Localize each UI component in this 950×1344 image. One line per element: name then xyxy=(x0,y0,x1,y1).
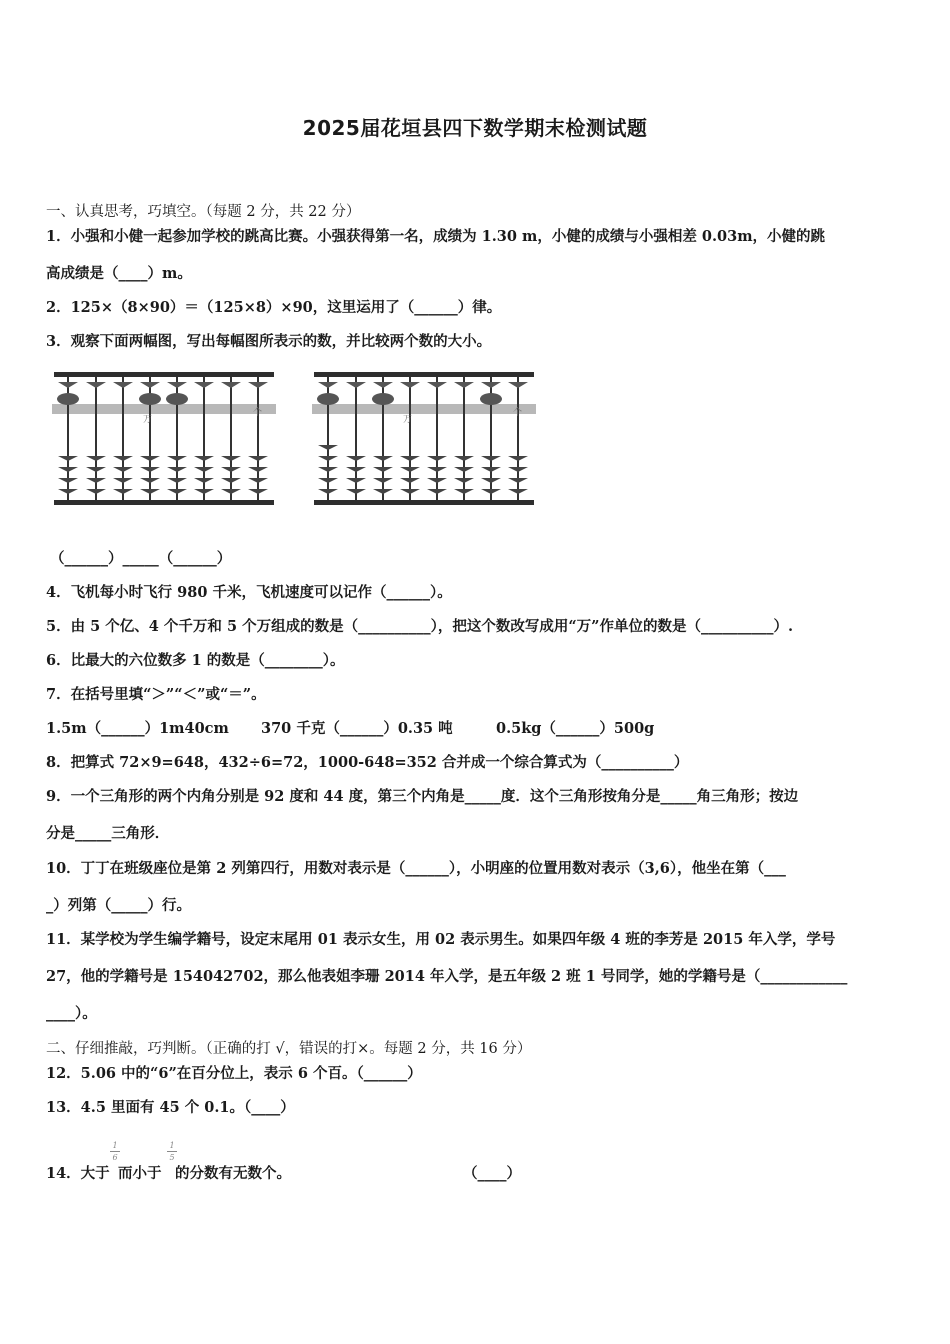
abacus-left-label-wan: 万 xyxy=(143,415,153,425)
q14-part3: 的分数有无数个。 xyxy=(175,1165,291,1182)
abacus-right-label-wan: 万 xyxy=(403,415,413,425)
q3-text: 3．观察下面两幅图，写出每幅图所表示的数，并比较两个数的大小。 xyxy=(46,333,492,350)
q6-text: 6．比最大的六位数多 1 的数是（________）。 xyxy=(46,652,345,669)
q14-fraction-1 xyxy=(110,1141,120,1162)
q12-text: 12．5.06 中的“6”在百分位上，表示 6 个百。（______） xyxy=(46,1065,422,1082)
q9-line1: 9．一个三角形的两个内角分别是 92 度和 44 度，第三个内角是_____度．这个三角形按角分是_____角三角形；按边 xyxy=(46,788,799,805)
q14-fraction-2-den: 5 xyxy=(169,1153,175,1162)
q7-text: 7．在括号里填“＞”“＜”或“＝”。 xyxy=(46,686,266,703)
q14-fraction-2-num: 1 xyxy=(169,1141,175,1150)
section2-heading: 二、仔细推敲，巧判断。（正确的打 √，错误的打×。每题 2 分，共 16 分） xyxy=(46,1041,532,1057)
q14-part1: 14．大于 xyxy=(46,1165,110,1182)
q7-item-1: 1.5m（______）1m40cm xyxy=(46,720,229,737)
q3-answer-line: （______）_____（______） xyxy=(50,550,232,567)
exam-title: 2025届花垣县四下数学期末检测试题 xyxy=(302,116,648,140)
q8-text: 8．把算式 72×9=648，432÷6=72，1000-648=352 合并成一个综合算式为（__________） xyxy=(46,754,689,771)
q14-fraction-2 xyxy=(167,1141,177,1162)
q14-fraction-1-num: 1 xyxy=(112,1141,118,1150)
abacus-right xyxy=(310,368,538,508)
q14-blank: （____） xyxy=(463,1165,521,1182)
abacus-left-label-ge: 个 xyxy=(253,408,263,418)
q9-line2: 分是_____三角形． xyxy=(46,825,170,842)
q10-line2: _）列第（_____）行。 xyxy=(46,897,191,914)
abacus-left xyxy=(50,368,278,508)
q1-line1: 1．小强和小健一起参加学校的跳高比赛。小强获得第一名，成绩为 1.30 m，小健的成绩与小强相差 0.03m，小健的跳 xyxy=(46,228,826,245)
q14-fraction-1-den: 6 xyxy=(112,1153,118,1162)
q14-part2: 而小于 xyxy=(118,1165,162,1182)
q5-text: 5．由 5 个亿、4 个千万和 5 个万组成的数是（__________），把这个数改写成用“万”作单位的数是（__________）. xyxy=(46,618,794,635)
q7-item-3: 0.5kg（______）500g xyxy=(496,720,655,737)
section1-heading: 一、认真思考，巧填空。（每题 2 分，共 22 分） xyxy=(46,204,361,220)
q13-text: 13．4.5 里面有 45 个 0.1。（____） xyxy=(46,1099,295,1116)
q4-text: 4．飞机每小时飞行 980 千米，飞机速度可以记作（______）。 xyxy=(46,584,452,601)
q2-text: 2．125×（8×90）＝（125×8）×90，这里运用了（______）律。 xyxy=(46,299,502,316)
q11-line3: ____）。 xyxy=(46,1005,97,1022)
q1-line2: 高成绩是（____）m。 xyxy=(46,265,192,282)
q11-line1: 11．某学校为学生编学籍号，设定末尾用 01 表示女生，用 02 表示男生。如果四年级 4 班的李芳是 2015 年入学，学号 xyxy=(46,931,836,948)
q10-line1: 10．丁丁在班级座位是第 2 列第四行，用数对表示是（______），小明座的位置用数对表示（3,6），他坐在第（___ xyxy=(46,860,786,877)
q7-item-2: 370 千克（______）0.35 吨 xyxy=(261,720,453,737)
q11-line2: 27，他的学籍号是 154042702，那么他表姐李珊 2014 年入学，是五年级 2 班 1 号同学，她的学籍号是（____________ xyxy=(46,968,848,985)
abacus-right-label-ge: 个 xyxy=(513,408,523,418)
